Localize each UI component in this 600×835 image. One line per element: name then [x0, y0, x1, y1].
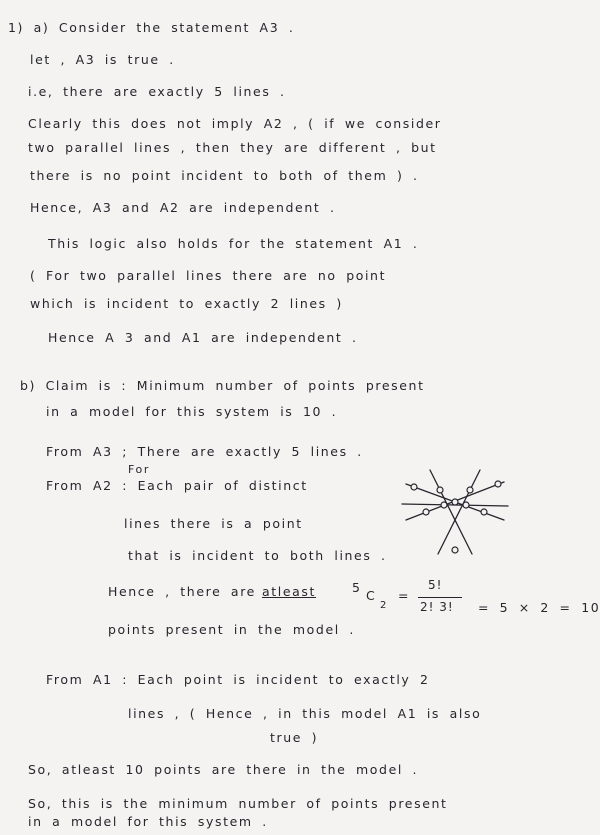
diagram-point: [495, 481, 501, 487]
diagram-point: [441, 502, 447, 508]
combination-c: C: [366, 588, 377, 603]
combination-k: 2: [380, 600, 388, 611]
text-line-4: Clearly this does not imply A2 , ( if we consider: [28, 116, 442, 131]
text-line-19-start: Hence , there are: [108, 584, 256, 599]
diagram-point: [481, 509, 487, 515]
text-line-11: Hence A 3 and A1 are independent .: [48, 330, 358, 345]
text-line-8: This logic also holds for the statement A1 .: [48, 236, 419, 251]
text-line-9: ( For two parallel lines there are no point: [30, 268, 387, 283]
text-line-12: b) Claim is : Minimum number of points present: [20, 378, 425, 393]
text-line-14: From A3 ; There are exactly 5 lines .: [46, 444, 363, 459]
diagram-point: [452, 547, 458, 553]
text-line-17: lines there is a point: [124, 516, 303, 531]
text-line-7: Hence, A3 and A2 are independent .: [30, 200, 336, 215]
diagram-point: [452, 499, 458, 505]
text-line-22: lines , ( Hence , in this model A1 is also: [128, 706, 482, 721]
text-line-16: From A2 : Each pair of distinct: [46, 478, 308, 493]
five-lines-diagram: [400, 466, 510, 558]
diagram-point: [437, 487, 443, 493]
diagram-point: [411, 484, 417, 490]
combination-n: 5: [352, 580, 362, 595]
text-line-10: which is incident to exactly 2 lines ): [30, 296, 343, 311]
fraction-bar: [418, 597, 462, 598]
fraction-numerator: 5!: [428, 578, 443, 592]
text-line-25: So, this is the minimum number of points present: [28, 796, 448, 811]
text-line-5: two parallel lines , then they are different , but: [28, 140, 437, 155]
diagram-line: [438, 470, 480, 554]
diagram-point: [467, 487, 473, 493]
diagram-line: [430, 470, 472, 554]
text-line-26: in a model for this system .: [28, 814, 268, 829]
text-line-19-atleast: atleast: [262, 584, 316, 599]
text-line-24: So, atleast 10 points are there in the model .: [28, 762, 419, 777]
fraction-denominator: 2! 3!: [420, 600, 454, 614]
text-line-6: there is no point incident to both of them ) .: [30, 168, 419, 183]
text-line-21: From A1 : Each point is incident to exactly 2: [46, 672, 430, 687]
text-line-18: that is incident to both lines .: [128, 548, 387, 563]
text-line-2: let , A3 is true .: [30, 52, 175, 67]
diagram-point: [463, 502, 469, 508]
text-line-3: i.e, there are exactly 5 lines .: [28, 84, 286, 99]
text-line-13: in a model for this system is 10 .: [46, 404, 338, 419]
text-line-23: true ): [270, 730, 319, 745]
text-line-15-insert: For: [128, 463, 150, 476]
text-line-20: points present in the model .: [108, 622, 355, 637]
text-line-19-result: = 5 × 2 = 10: [478, 600, 600, 615]
diagram-point: [423, 509, 429, 515]
equals-sign: =: [398, 588, 411, 603]
text-line-1: 1) a) Consider the statement A3 .: [8, 20, 295, 35]
